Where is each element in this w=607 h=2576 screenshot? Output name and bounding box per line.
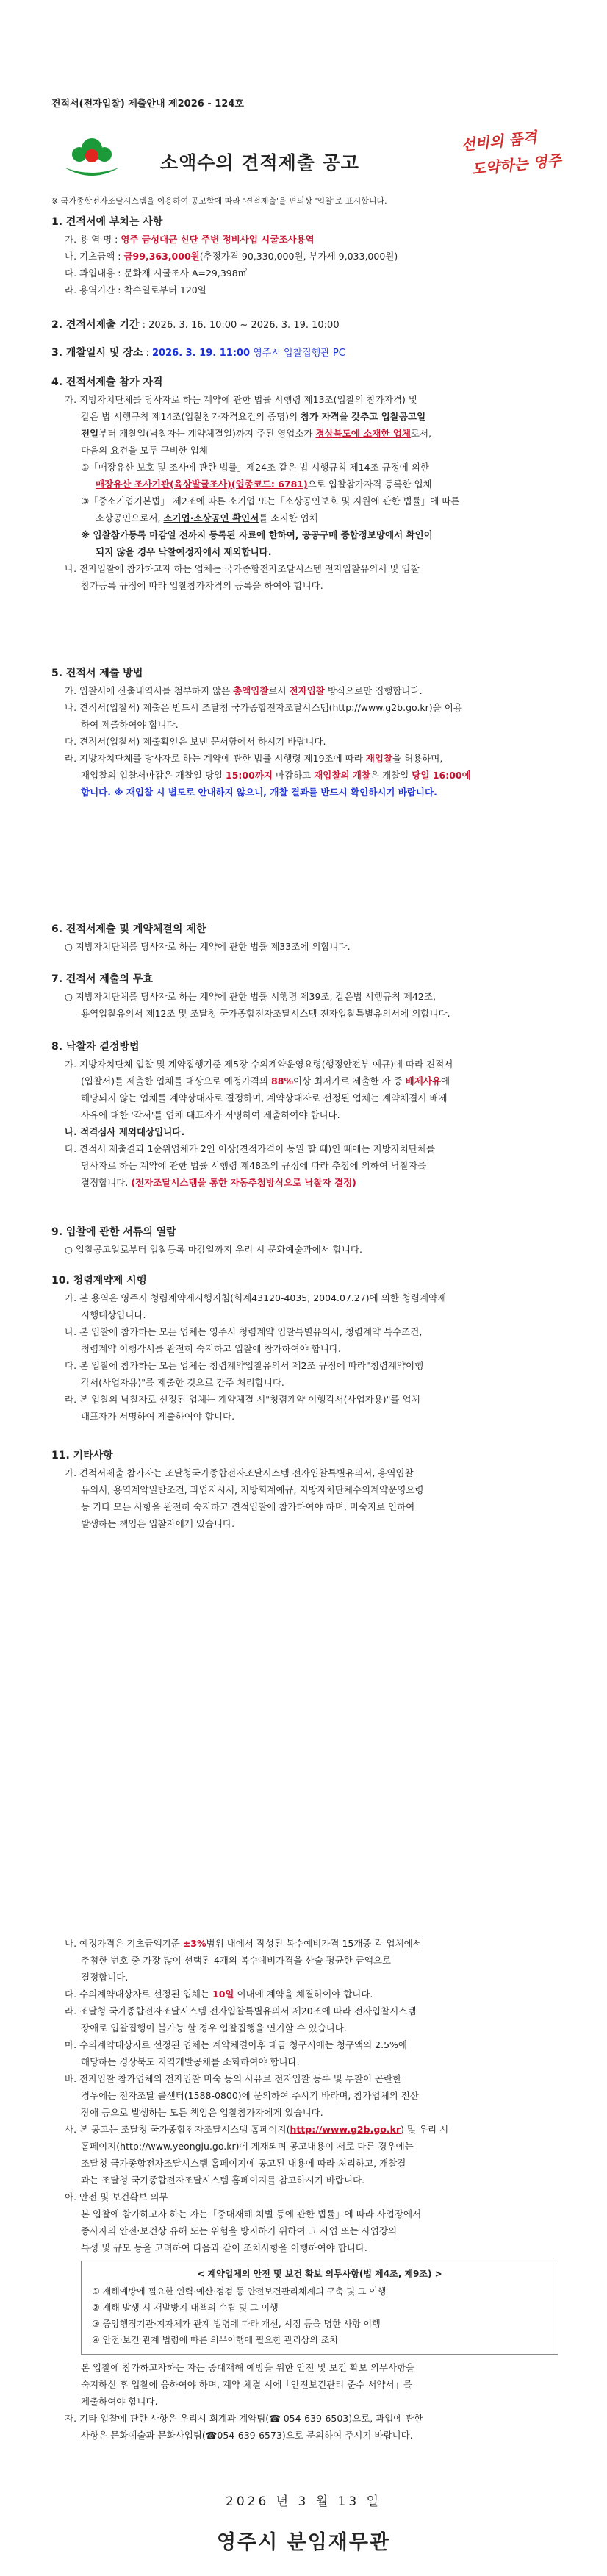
section-7-heading: 7. 견적서 제출의 무효 [51,973,153,985]
intro-note: ※ 국가종합전자조달시스템을 이용하여 공고함에 따라 '견적제출'을 편의상 '입찰'로 표시합니다. [51,196,387,206]
section-10: 10. 청렴계약제 시행 가. 본 용역은 영주시 청렴계약제시행지침(회계43120-4035, 2004.07.27)에 의한 청렴계약제 시행대상입니다. 나. 본 입찰에 참가하는 모든 업체는 영주시 청렴계약 입찰특별유의서, 청렴계약 특수조건, 청렴계약 이행각서를 완전히 숙지하고 입찰에 참가하여야 합니다. 다. 본 입찰에 참가하는 모든 업체는 청렴계약입찰유의서 제2조 규정에 따라"청렴계약이행 각서(사업자용)"를 제출한 것으로 간주 처리합니다. 라. 본 입찰의 낙찰자로 선정된 업체는 계약체결 시"청렴계약 이행각서(사업자용)"를 업체 대표자가 서명하여 제출하여야 합니다. [51,1272,566,1425]
base-price: 금99,363,000원 [123,251,200,262]
section-7: 7. 견적서 제출의 무효 ○ 지방자치단체를 당사자로 하는 계약에 관한 법률 시행령 제39조, 같은법 시행규칙 제42조, 용역입찰유의서 제12조 및 조달청 국가종합전자조달시스템 전자입찰특별유의서에 의합니다. [51,970,566,1022]
warning-line-2: 되지 않을 경우 낙찰예정자에서 제외합니다. [96,546,272,557]
section-8-heading: 8. 낙찰자 결정방법 [51,1041,140,1053]
section-1 [51,213,566,298]
safety-duty-item: ① 재해예방에 필요한 인력·예산·점검 등 안전보건관리체계의 구축 및 그 이행 [92,2286,387,2297]
section-3-heading: 3. 개찰일시 및 장소 [51,347,143,359]
service-period-row: 라. 용역기간 : 착수일로부터 120일 [65,285,206,296]
section-5-heading: 5. 견적서 제출 방법 [51,668,143,679]
city-slogan [445,125,570,180]
notice-date: 2026 년 3 월 13 일 [226,2494,381,2509]
section-8: 8. 낙찰자 결정방법 가. 지방자치단체 입찰 및 계약집행기준 제5장 수의계약운영요령(행정안전부 예규)에 따라 견적서 (입찰서)를 제출한 업체를 대상으로 예정가격의 88%이상 최저가로 제출한 자 중 배제사유에 해당되지 않는 업체를 계약상대자로 결정하며, 계약상대자로 선정된 업체는 계약체결시 배제 사유에 대한 '각서'를 업체 대표자가 서명하여 제출하여야 합니다. 나. 적격심사 제외대상입니다. 다. 견적서 제출결과 1순위업체가 2인 이상(견적가격이 동일 할 때)인 때에는 지방자치단체를 당사자로 하는 계약에 관한 법률 시행령 제48조의 규정에 따라 추첨에 의하여 낙찰자를 결정합니다. (전자조달시스템을 통한 자동추첨방식으로 낙찰자 결정) [51,1038,566,1191]
section-11-continued: 나. 예정가격은 기초금액기준 ±3%범위 내에서 작성된 복수예비가격 15개중 각 업체에서 추첨한 번호 중 가장 많이 선택된 4개의 복수예비가격을 산술 평균한 금액으로 결정합니다. 다. 수의계약대상자로 선정된 업체는 10일 이내에 계약을 체결하여야 합니다. 라. 조달청 국가종합전자조달시스템 전자입찰특별유의서 제20조에 따라 전자입찰시스템 장애로 입찰집행이 불가능 할 경우 입찰집행을 연기할 수 있습니다. 마. 수의계약대상자로 선정된 업체는 계약체결이후 대금 청구시에는 청구액의 2.5%에 해당하는 경상북도 지역개발공채를 소화하여야 합니다. 바. 전자입찰 참가업체의 전자입찰 미숙 등의 사유로 전자입찰 등록 및 투찰이 곤란한 경우에는 전자조달 콜센터(1588-0800)에 문의하여 주시기 바라며, 참가업체의 전산 장애 등으로 발생하는 모든 책임은 입찰참가자에게 있습니다. 사. 본 공고는 조달청 국가종합전자조달시스템 홈페이지(http://www.g2b.go.kr) 및 우리 시 홈페이지(http://www.yeongju.go.kr)에 게재되며 공고내용이 서로 다른 경우에는 조달청 국가종합전자조달시스템 홈페이지에 공고된 내용에 따라 처리하고, 개찰결 과는 조달청 국가종합전자조달시스템 홈페이지를 참고하시기 바랍니다. 아. 안전 및 보건확보 의무 본 입찰에 참가하고자 하는 자는「중대재해 처벌 등에 관한 법률」에 따라 사업장에서 종사자의 안전·보건상 유해 또는 위험을 방지하기 위하여 그 사업 또는 사업장의 특성 및 규모 등을 고려하여 다음과 같이 조치사항을 이행하여야 합니다. < 계약업체의 안전 및 보건 확보 의무사항(법 제4조, 제9조) > ① 재해예방에 필요한 인력·예산·점검 등 안전보건관리체계의 구축 및 그 이행 ② 재해 발생 시 재발방지 대책의 수립 및 그 이행 ③ 중앙행정기관·지자체가 관계 법령에 따라 개선, 시정 등을 명한 사항 이행 ④ 안전·보건 관계 법령에 따른 의무이행에 필요한 관리상의 조치 본 입찰에 참가하고자하는 자는 중대재해 예방을 위한 안전 및 보건 확보 의무사항을 숙지하신 후 입찰에 응하여야 하며, 계약 체결 시에「안전보건관리 준수 서약서」를 제출하여야 합니다. 자. 기타 입찰에 관한 사항은 우리시 회계과 계약팀(☎ 054-639-6503)으로, 과업에 관한 사항은 문화예술과 문화사업팀(☎054-639-6573)으로 문의하여 주시기 바랍니다. [51,1935,566,2444]
section-6: 6. 견적서제출 및 계약체결의 제한 ○ 지방자치단체를 당사자로 하는 계약에 관한 법률 제33조에 의합니다. [51,920,566,955]
section-3: 3. 개찰일시 및 장소 : 2026. 3. 19. 11:00 영주시 입찰집행관 PC [51,347,345,359]
safety-duty-item: ③ 중앙행정기관·지자체가 관계 법령에 따라 개선, 시정 등을 명한 사항 이행 [92,2319,381,2329]
issuing-authority: 영주시 분임재무관 [216,2531,391,2554]
business-code: 매장유산 조사기관(육상발굴조사)(업종코드: 6781) [96,479,308,490]
safety-duty-item: ② 재해 발생 시 재발방지 대책의 수립 및 그 이행 [92,2303,279,2313]
task-content-row: 다. 과업내용 : 문화재 시굴조사 A=29,398㎡ [65,268,248,279]
region-requirement: 경상북도에 소재한 업체 [315,428,411,439]
service-name: 영주 금성대군 신단 주변 정비사업 시굴조사용역 [121,234,315,245]
section-10-heading: 10. 청렴계약제 시행 [51,1275,147,1287]
section-5: 5. 견적서 제출 방법 가. 입찰서에 산출내역서를 첨부하지 않은 총액입찰로서 전자입찰 방식으로만 집행합니다. 나. 견적서(입찰서) 제출은 반드시 조달청 국가종합전자조달시스템(http://www.g2b.go.kr)을 이용 하여 제출하여야 합니다. 다. 견적서(입찰서) 제출확인은 보낸 문서함에서 하시기 바랍니다. 라. 지방자치단체를 당사자로 하는 계약에 관한 법률 시행령 제19조에 따라 재입찰을 허용하며, 재입찰의 입찰서마감은 개찰일 당일 15:00까지 마감하고 재입찰의 개찰은 개찰일 당일 16:00에 합니다. ※ 재입찰 시 별도로 안내하지 않으니, 개찰 결과를 반드시 확인하시기 바랍니다. [51,665,566,801]
section-2 [51,316,566,334]
section-6-heading: 6. 견적서제출 및 계약체결의 제한 [51,923,206,935]
submission-period: : 2026. 3. 16. 10:00 ~ 2026. 3. 19. 10:00 [139,320,340,331]
slogan-line-2: 도약하는 영주 [470,151,562,179]
opening-datetime: 2026. 3. 19. 11:00 [152,348,251,359]
section-11-heading: 11. 기타사항 [51,1450,113,1461]
service-name-row: 가. 용 역 명 : 영주 금성대군 신단 주변 정비사업 시굴조사용역 [65,234,315,245]
rebid-notice: 합니다. ※ 재입찰 시 별도로 안내하지 않으니, 개찰 결과를 반드시 확인하시기 바랍니다. [81,787,437,798]
section-11: 11. 기타사항 가. 견적서제출 참가자는 조달청국가종합전자조달시스템 전자입찰특별유의서, 용역입찰 유의서, 용역계약일반조건, 과업지시서, 지방회계예규, 지방자치단체수의계약운영요령 등 기타 모든 사항을 완전히 숙지하고 견적입찰에 참가하여야 하며, 미숙지로 인하여 발생하는 책임은 입찰자에게 있습니다. [51,1447,566,1532]
section-4-heading: 4. 견적서제출 참가 자격 [51,376,163,388]
notice-title: 소액수의 견적제출 공고 [160,152,359,173]
safety-duty-item: ④ 안전·보건 관계 법령에 따른 의무이행에 필요한 관리상의 조치 [92,2335,338,2345]
yeongju-logo-icon [59,132,125,191]
section-9-heading: 9. 입찰에 관한 서류의 열람 [51,1226,176,1238]
base-price-row: 나. 기초금액 : 금99,363,000원(추정가격 90,330,000원, 부가세 9,033,000원) [65,251,398,262]
slogan-line-1: 선비의 품격 [460,128,538,154]
warning-line-1: ※ 입찰참가등록 마감일 전까지 등록된 자료에 한하여, 공공구매 종합정보망에서 확인이 [81,529,433,540]
safety-duties-box: < 계약업체의 안전 및 보건 확보 의무사항(법 제4조, 제9조) > ① 재해예방에 필요한 인력·예산·점검 등 안전보건관리체계의 구축 및 그 이행 ② 재해 발생 시 재발방지 대책의 수립 및 그 이행 ③ 중앙행정기관·지자체가 관계 법령에 따라 개선, 시정 등을 명한 사항 이행 ④ 안전·보건 관계 법령에 따른 의무이행에 필요한 관리상의 조치 [81,2261,558,2355]
section-1-heading: 1. 견적서에 부치는 사항 [51,216,163,228]
g2b-link[interactable]: http://www.g2b.go.kr [290,2124,401,2135]
opening-place: 영주시 입찰집행관 PC [250,348,345,359]
section-2-heading: 2. 견적서제출 기간 [51,319,140,331]
document-number: 견적서(전자입찰) 제출안내 제2026 - 124호 [51,99,244,110]
section-4: 4. 견적서제출 참가 자격 가. 지방자치단체를 당사자로 하는 계약에 관한 법률 시행령 제13조(입찰의 참가자격) 및 같은 법 시행규칙 제14조(입찰참가자격요건의 증명)의 참가 자격을 갖추고 입찰공고일 전일부터 개찰일(낙찰자는 계약체결일)까지 주된 영업소가 경상북도에 소재한 업체로서, 다음의 요건을 모두 구비한 업체 ①「매장유산 보호 및 조사에 관한 법률」제24조 같은 법 시행규칙 제14조 규정에 의한 매장유산 조사기관(육상발굴조사)(업종코드: 6781)으로 입찰참가자격 등록한 업체 ③「중소기업기본법」 제2조에 따른 소기업 또는「소상공인보호 및 지원에 관한 법률」에 따른 소상공인으로서, 소기업·소상공인 확인서를 소지한 업체 ※ 입찰참가등록 마감일 전까지 등록된 자료에 한하여, 공공구매 종합정보망에서 확인이 되지 않을 경우 낙찰예정자에서 제외합니다. 나. 전자입찰에 참가하고자 하는 업체는 국가종합전자조달시스템 전자입찰유의서 및 입찰 참가등록 규정에 따라 입찰참가자격의 등록을 하여야 합니다. [51,373,566,594]
section-9: 9. 입찰에 관한 서류의 열람 ○ 입찰공고일로부터 입찰등록 마감일까지 우리 시 문화예술과에서 합니다. [51,1223,566,1258]
